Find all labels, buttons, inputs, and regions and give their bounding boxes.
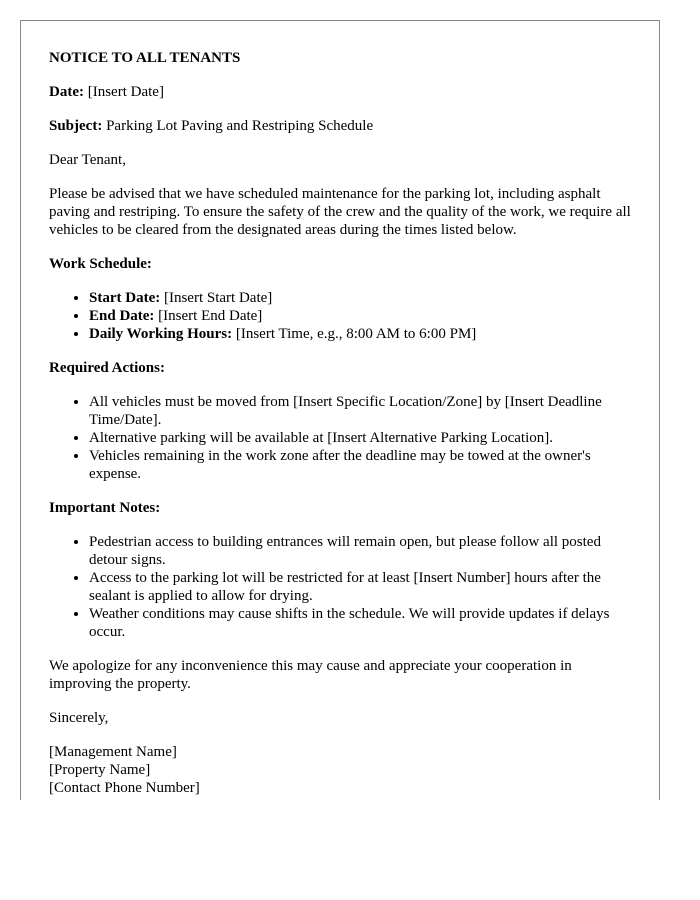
list-item: • Pedestrian access to building entrances will remain open, but please follow all posted detour signs. xyxy=(89,533,631,569)
salutation: Dear Tenant, xyxy=(49,152,126,168)
subject-label: Subject: xyxy=(49,118,103,134)
closing-paragraph: We apologize for any inconvenience this may cause and appreciate your cooperation in improving the property. xyxy=(49,658,572,692)
list-item: • Access to the parking lot will be restricted for at least [Insert Number] hours after the sealant is applied to allow for drying. xyxy=(89,569,631,605)
start-date-value: [Insert Start Date] xyxy=(160,290,273,306)
list-item xyxy=(89,307,631,325)
start-date-label: Start Date: xyxy=(89,290,161,306)
list-item: • Weather conditions may cause shifts in the schedule. We will provide updates if delays occur. xyxy=(89,605,631,641)
working-hours-value: [Insert Time, e.g., 8:00 AM to 6:00 PM] xyxy=(232,326,477,342)
important-notes-list xyxy=(49,533,631,641)
notice-page xyxy=(20,20,660,800)
list-item: • All vehicles must be moved from [Insert Specific Location/Zone] by [Insert Deadline Time/Date]. xyxy=(89,393,631,429)
management-name: [Management Name] xyxy=(49,744,177,760)
working-hours-label: Daily Working Hours: xyxy=(89,326,233,342)
end-date-label: End Date: xyxy=(89,308,155,324)
date-value: [Insert Date] xyxy=(83,84,164,100)
list-item xyxy=(89,325,631,343)
contact-phone: [Contact Phone Number] xyxy=(49,780,200,796)
signature-block xyxy=(49,743,631,797)
subject-line xyxy=(49,117,631,135)
end-date-value: [Insert End Date] xyxy=(154,308,263,324)
required-actions-list xyxy=(49,393,631,483)
date-line xyxy=(49,83,631,101)
list-item: • Vehicles remaining in the work zone after the deadline may be towed at the owner's expense. xyxy=(89,447,631,483)
property-name: [Property Name] xyxy=(49,762,151,778)
date-label: Date: xyxy=(49,84,84,100)
intro-paragraph: Please be advised that we have scheduled maintenance for the parking lot, including asphalt paving and restriping. To ensure the safety of the crew and the quality of the work, we require all vehicles to be cleared from the designated areas during the times listed below. xyxy=(49,186,631,238)
work-schedule-list xyxy=(49,289,631,343)
list-item xyxy=(89,289,631,307)
notice-title: NOTICE TO ALL TENANTS xyxy=(49,50,241,66)
important-notes-heading: Important Notes: xyxy=(49,500,161,516)
required-actions-heading: Required Actions: xyxy=(49,360,165,376)
list-item: • Alternative parking will be available at [Insert Alternative Parking Location]. xyxy=(89,429,631,447)
signoff: Sincerely, xyxy=(49,710,109,726)
subject-value: Parking Lot Paving and Restriping Schedule xyxy=(102,118,374,134)
work-schedule-heading: Work Schedule: xyxy=(49,256,152,272)
